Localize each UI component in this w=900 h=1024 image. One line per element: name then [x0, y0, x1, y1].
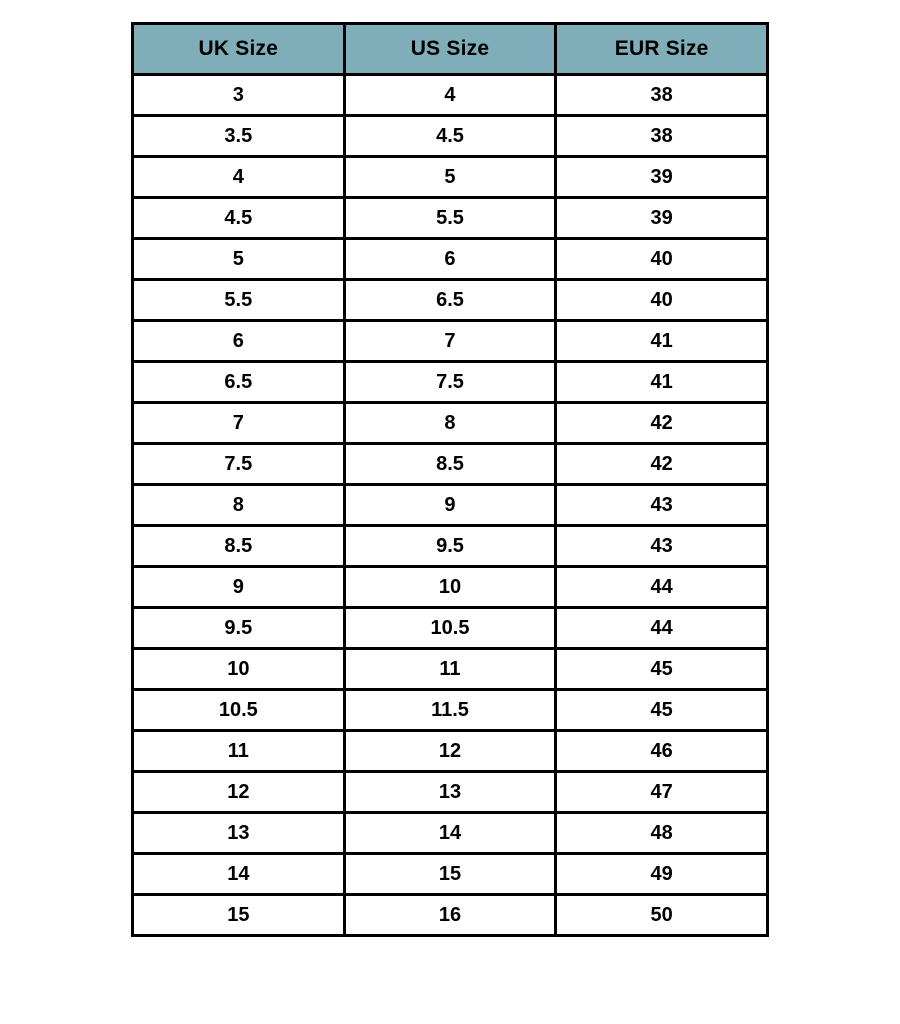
- cell-us-size: 16: [344, 895, 556, 936]
- cell-eur-size: 46: [556, 731, 768, 772]
- cell-uk-size: 6.5: [133, 362, 345, 403]
- cell-us-size: 11.5: [344, 690, 556, 731]
- cell-eur-size: 38: [556, 75, 768, 116]
- cell-eur-size: 40: [556, 280, 768, 321]
- cell-uk-size: 10: [133, 649, 345, 690]
- cell-uk-size: 9: [133, 567, 345, 608]
- table-row: [133, 321, 768, 362]
- cell-us-size: 4: [344, 75, 556, 116]
- cell-uk-size: 12: [133, 772, 345, 813]
- cell-us-size: 8.5: [344, 444, 556, 485]
- cell-eur-size: 41: [556, 321, 768, 362]
- table-row: [133, 198, 768, 239]
- table-row: [133, 157, 768, 198]
- table-header-row: [133, 24, 768, 75]
- cell-us-size: 9.5: [344, 526, 556, 567]
- cell-uk-size: 14: [133, 854, 345, 895]
- table-row: [133, 649, 768, 690]
- table-row: [133, 403, 768, 444]
- cell-eur-size: 39: [556, 157, 768, 198]
- cell-uk-size: 10.5: [133, 690, 345, 731]
- cell-us-size: 14: [344, 813, 556, 854]
- table-row: [133, 75, 768, 116]
- column-header-uk-size: UK Size: [133, 24, 345, 75]
- shoe-size-conversion-table: [131, 22, 769, 937]
- cell-uk-size: 3: [133, 75, 345, 116]
- cell-eur-size: 47: [556, 772, 768, 813]
- cell-us-size: 8: [344, 403, 556, 444]
- table-row: [133, 813, 768, 854]
- table-row: [133, 280, 768, 321]
- cell-eur-size: 41: [556, 362, 768, 403]
- cell-uk-size: 8: [133, 485, 345, 526]
- cell-eur-size: 42: [556, 444, 768, 485]
- cell-eur-size: 45: [556, 690, 768, 731]
- cell-eur-size: 44: [556, 567, 768, 608]
- table-row: [133, 854, 768, 895]
- cell-eur-size: 45: [556, 649, 768, 690]
- table-row: [133, 526, 768, 567]
- cell-eur-size: 48: [556, 813, 768, 854]
- table-row: [133, 116, 768, 157]
- cell-eur-size: 44: [556, 608, 768, 649]
- cell-eur-size: 40: [556, 239, 768, 280]
- cell-eur-size: 42: [556, 403, 768, 444]
- cell-uk-size: 7.5: [133, 444, 345, 485]
- cell-uk-size: 9.5: [133, 608, 345, 649]
- table-row: [133, 731, 768, 772]
- cell-us-size: 6: [344, 239, 556, 280]
- table-row: [133, 772, 768, 813]
- column-header-eur-size: EUR Size: [556, 24, 768, 75]
- table-row: [133, 567, 768, 608]
- cell-uk-size: 5.5: [133, 280, 345, 321]
- cell-uk-size: 13: [133, 813, 345, 854]
- cell-eur-size: 43: [556, 485, 768, 526]
- cell-uk-size: 4.5: [133, 198, 345, 239]
- cell-uk-size: 8.5: [133, 526, 345, 567]
- cell-eur-size: 38: [556, 116, 768, 157]
- cell-us-size: 13: [344, 772, 556, 813]
- column-header-us-size: US Size: [344, 24, 556, 75]
- cell-eur-size: 49: [556, 854, 768, 895]
- cell-eur-size: 39: [556, 198, 768, 239]
- table-row: [133, 362, 768, 403]
- size-chart-wrapper: [131, 22, 769, 937]
- cell-uk-size: 15: [133, 895, 345, 936]
- cell-us-size: 12: [344, 731, 556, 772]
- cell-uk-size: 11: [133, 731, 345, 772]
- table-header: [133, 24, 768, 75]
- cell-uk-size: 7: [133, 403, 345, 444]
- table-row: [133, 239, 768, 280]
- cell-us-size: 9: [344, 485, 556, 526]
- table-row: [133, 444, 768, 485]
- cell-us-size: 7.5: [344, 362, 556, 403]
- table-row: [133, 608, 768, 649]
- cell-us-size: 4.5: [344, 116, 556, 157]
- cell-uk-size: 4: [133, 157, 345, 198]
- cell-us-size: 7: [344, 321, 556, 362]
- cell-eur-size: 50: [556, 895, 768, 936]
- cell-us-size: 11: [344, 649, 556, 690]
- cell-us-size: 10: [344, 567, 556, 608]
- table-row: [133, 690, 768, 731]
- cell-eur-size: 43: [556, 526, 768, 567]
- table-body: [133, 75, 768, 936]
- cell-uk-size: 3.5: [133, 116, 345, 157]
- cell-us-size: 10.5: [344, 608, 556, 649]
- table-row: [133, 895, 768, 936]
- cell-us-size: 15: [344, 854, 556, 895]
- cell-uk-size: 5: [133, 239, 345, 280]
- cell-us-size: 5: [344, 157, 556, 198]
- cell-us-size: 6.5: [344, 280, 556, 321]
- cell-us-size: 5.5: [344, 198, 556, 239]
- cell-uk-size: 6: [133, 321, 345, 362]
- table-row: [133, 485, 768, 526]
